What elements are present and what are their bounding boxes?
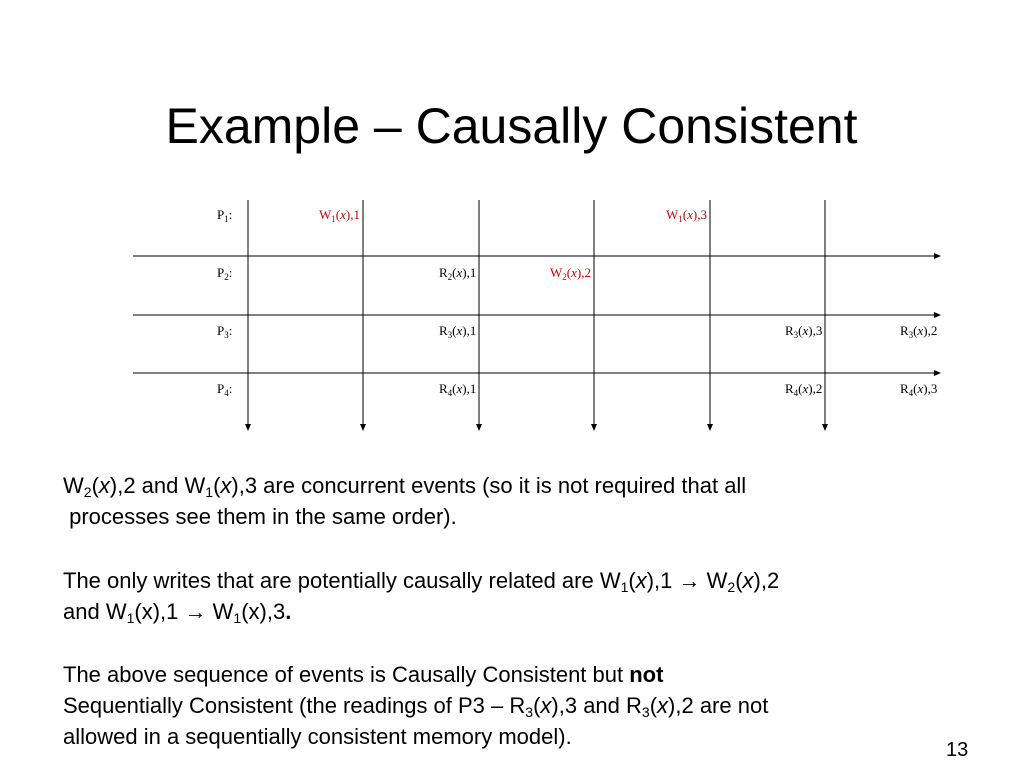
timeline-arrowhead — [360, 424, 366, 431]
read-event: $R_3(x),3$ — [785, 323, 823, 340]
read-event: $R_3(x),2$ — [900, 323, 938, 340]
timeline-arrowhead — [707, 424, 713, 431]
arrow-icon: → — [184, 599, 207, 624]
read-event: $R_2(x),1$ — [439, 265, 477, 282]
page-title: Example – Causally Consistent — [165, 98, 858, 154]
write-event: $W_2(x),2$ — [550, 265, 591, 282]
timeline-arrowhead — [591, 424, 597, 431]
arrow-icon: → — [678, 568, 701, 593]
read-event: $R_4(x),1$ — [439, 381, 477, 398]
separator-arrowhead — [934, 253, 941, 259]
page-number: 13 — [946, 739, 969, 761]
process-label: $P_3$: — [217, 323, 233, 340]
read-event: $R_4(x),3$ — [900, 381, 938, 398]
paragraph-concurrent: $W_2(x),2$ and $W_1(x),3$ are concurrent events (so it is not required that all processes see them in the same order). — [63, 473, 747, 529]
process-label: $P_2$: — [217, 265, 233, 282]
read-event: $R_4(x),2$ — [785, 381, 823, 398]
separator-arrowhead — [934, 312, 941, 318]
read-event: $R_3(x),1$ — [439, 323, 477, 340]
write-event: $W_1(x),3$ — [666, 207, 707, 224]
separator-arrowhead — [934, 370, 941, 376]
timeline-arrowhead — [476, 424, 482, 431]
timeline-arrowhead — [245, 424, 251, 431]
paragraph-conclusion: The above sequence of events is Causally Consistent but not Sequentially Consistent (the readings of $P3 - R_3(x),3$ and $R_3(x),2$ are not allowed in a sequentially consistent memory model). — [63, 662, 769, 749]
write-event: $W_1(x),1$ — [319, 207, 360, 224]
timeline-arrowhead — [822, 424, 828, 431]
process-label: $P_4$: — [217, 381, 233, 398]
paragraph-causal: The only writes that are potentially causally related are $W_1(x),1 \to W_2(x),2$ and $W_1(x),1 \to W_1(x),3$. — [63, 568, 780, 626]
process-label: $P_1$: — [217, 207, 233, 224]
